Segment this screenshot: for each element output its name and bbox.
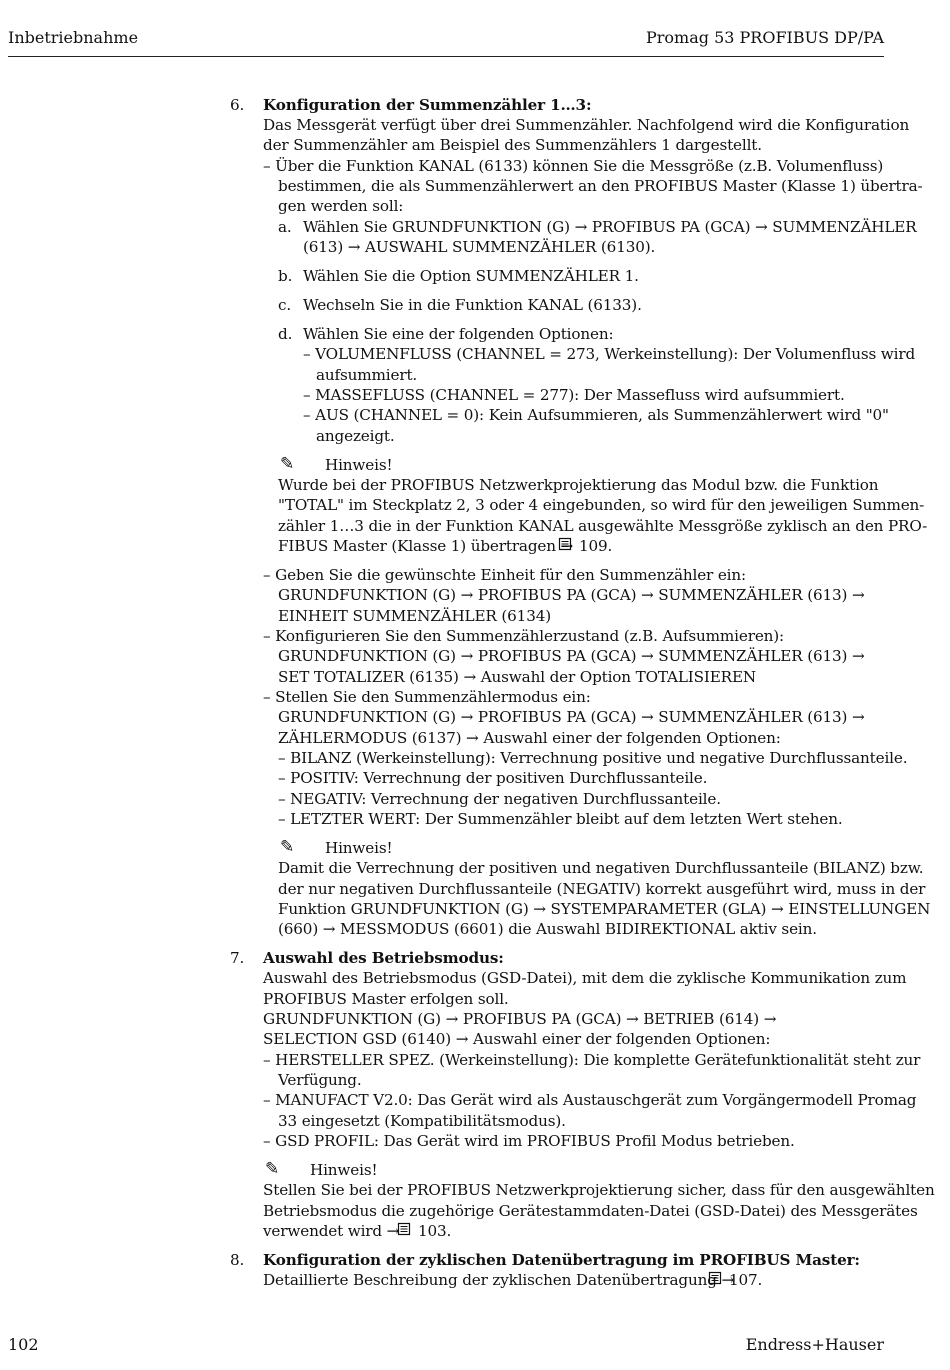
text-line: 33 eingesetzt (Kompatibilitätsmodus). [278, 1112, 566, 1130]
step-heading: Konfiguration der zyklischen Datenübertragung im PROFIBUS Master: [263, 1251, 860, 1269]
page-number: 102 [8, 1335, 39, 1354]
product-title: Promag 53 PROFIBUS DP/PA [645, 28, 884, 47]
text-line: SELECTION GSD (6140) → Auswahl einer der folgenden Optionen: [263, 1030, 771, 1048]
text-line: zähler 1…3 die in der Funktion KANAL ausgewählte Messgröße zyklisch an den PRO- [278, 517, 928, 535]
text-line: Wechseln Sie in die Funktion KANAL (6133). [303, 296, 642, 314]
text-line: aufsummiert. [316, 366, 418, 384]
text-line: (613) → AUSWAHL SUMMENZÄHLER (6130). [303, 238, 656, 256]
text-line: Stellen Sie bei der PROFIBUS Netzwerkprojektierung sicher, dass für den ausgewählten [263, 1181, 935, 1199]
text-line: "TOTAL" im Steckplatz 2, 3 oder 4 eingebunden, so wird für den jeweiligen Summen- [278, 496, 925, 514]
text-line: Wählen Sie die Option SUMMENZÄHLER 1. [303, 267, 639, 285]
section-title: Inbetriebnahme [8, 28, 139, 47]
brand-name: Endress+Hauser [745, 1335, 884, 1354]
text-line: GRUNDFUNKTION (G) → PROFIBUS PA (GCA) → BETRIEB (614) → [263, 1010, 777, 1028]
text-line: verwendet wird → [263, 1222, 400, 1240]
text-line: – Geben Sie die gewünschte Einheit für den Summenzähler ein: [263, 566, 746, 584]
pencil-icon: ✎ [280, 454, 295, 474]
book-icon [708, 1271, 722, 1292]
text-line: 7. [230, 949, 245, 967]
text-line: – MASSEFLUSS (CHANNEL = 277): Der Massefluss wird aufsummiert. [303, 386, 845, 404]
text-line: – GSD PROFIL: Das Gerät wird im PROFIBUS Profil Modus betrieben. [263, 1132, 795, 1150]
text-line: Funktion GRUNDFUNKTION (G) → SYSTEMPARAMETER (GLA) → EINSTELLUNGEN [278, 900, 931, 918]
text-line: d. [278, 325, 293, 343]
text-line: – HERSTELLER SPEZ. (Werkeinstellung): Die komplette Gerätefunktionalität steht zur [263, 1051, 921, 1069]
text-line: Das Messgerät verfügt über drei Summenzähler. Nachfolgend wird die Konfiguration [263, 116, 910, 134]
text-line: Hinweis! [310, 1161, 378, 1179]
text-line: – BILANZ (Werkeinstellung): Verrechnung positive und negative Durchflussanteile. [278, 749, 908, 767]
text-line: EINHEIT SUMMENZÄHLER (6134) [278, 607, 551, 625]
text-line: angezeigt. [316, 427, 395, 445]
text-line: Auswahl des Betriebsmodus (GSD-Datei), mit dem die zyklische Kommunikation zum [263, 969, 907, 987]
text-line: – Stellen Sie den Summenzählermodus ein: [263, 688, 591, 706]
text-line: Verfügung. [278, 1071, 362, 1089]
text-line: – MANUFACT V2.0: Das Gerät wird als Austauschgerät zum Vorgängermodell Promag [263, 1091, 917, 1109]
pencil-icon: ✎ [280, 837, 295, 857]
text-line: – VOLUMENFLUSS (CHANNEL = 273, Werkeinstellung): Der Volumenfluss wird [303, 345, 916, 363]
text-line: GRUNDFUNKTION (G) → PROFIBUS PA (GCA) → SUMMENZÄHLER (613) → [278, 647, 865, 665]
text-line: (660) → MESSMODUS (6601) die Auswahl BIDIREKTIONAL aktiv sein. [278, 920, 817, 938]
text-line: SET TOTALIZER (6135) → Auswahl der Option TOTALISIEREN [278, 668, 757, 686]
text-line: Detaillierte Beschreibung der zyklischen Datenübertragung → [263, 1271, 735, 1289]
text-line: – LETZTER WERT: Der Summenzähler bleibt auf dem letzten Wert stehen. [278, 810, 843, 828]
text-line: Hinweis! [325, 839, 393, 857]
text-line: FIBUS Master (Klasse 1) übertragen → [278, 537, 574, 555]
step-heading: Konfiguration der Summenzähler 1…3: [263, 96, 592, 114]
text-line: 107. [729, 1271, 763, 1289]
text-line: Wählen Sie GRUNDFUNKTION (G) → PROFIBUS PA (GCA) → SUMMENZÄHLER [303, 218, 917, 236]
pencil-icon: ✎ [265, 1159, 280, 1179]
step-heading: Auswahl des Betriebsmodus: [263, 949, 504, 967]
text-line: Wurde bei der PROFIBUS Netzwerkprojektierung das Modul bzw. die Funktion [278, 476, 879, 494]
text-line: bestimmen, die als Summenzählerwert an den PROFIBUS Master (Klasse 1) übertra- [278, 177, 923, 195]
text-line: GRUNDFUNKTION (G) → PROFIBUS PA (GCA) → SUMMENZÄHLER (613) → [278, 708, 865, 726]
text-line: der nur negativen Durchflussanteile (NEGATIV) korrekt ausgeführt wird, muss in der [278, 880, 926, 898]
text-line: – AUS (CHANNEL = 0): Kein Aufsummieren, als Summenzählerwert wird "0" [303, 406, 889, 424]
text-line: der Summenzähler am Beispiel des Summenzählers 1 dargestellt. [263, 136, 762, 154]
text-line: – Konfigurieren Sie den Summenzählerzustand (z.B. Aufsummieren): [263, 627, 785, 645]
book-icon [558, 537, 572, 558]
book-icon [397, 1222, 411, 1243]
text-line: PROFIBUS Master erfolgen soll. [263, 990, 509, 1008]
page-header [8, 26, 884, 57]
text-line: 8. [230, 1251, 245, 1269]
text-line: ZÄHLERMODUS (6137) → Auswahl einer der folgenden Optionen: [278, 729, 781, 747]
text-line: c. [278, 296, 292, 314]
text-line: b. [278, 267, 293, 285]
text-line: a. [278, 218, 292, 236]
text-line: Damit die Verrechnung der positiven und negativen Durchflussanteile (BILANZ) bzw. [278, 859, 924, 877]
text-line: Wählen Sie eine der folgenden Optionen: [303, 325, 614, 343]
text-line: – POSITIV: Verrechnung der positiven Durchflussanteile. [278, 769, 708, 787]
text-line: gen werden soll: [278, 197, 404, 215]
text-line: – Über die Funktion KANAL (6133) können Sie die Messgröße (z.B. Volumenfluss) [263, 157, 884, 175]
text-line: Hinweis! [325, 456, 393, 474]
text-line: GRUNDFUNKTION (G) → PROFIBUS PA (GCA) → SUMMENZÄHLER (613) → [278, 586, 865, 604]
text-line: 6. [230, 96, 245, 114]
text-line: Betriebsmodus die zugehörige Gerätestammdaten-Datei (GSD-Datei) des Messgerätes [263, 1202, 918, 1220]
text-line: 103. [418, 1222, 452, 1240]
text-line: 109. [579, 537, 613, 555]
text-line: – NEGATIV: Verrechnung der negativen Durchflussanteile. [278, 790, 721, 808]
